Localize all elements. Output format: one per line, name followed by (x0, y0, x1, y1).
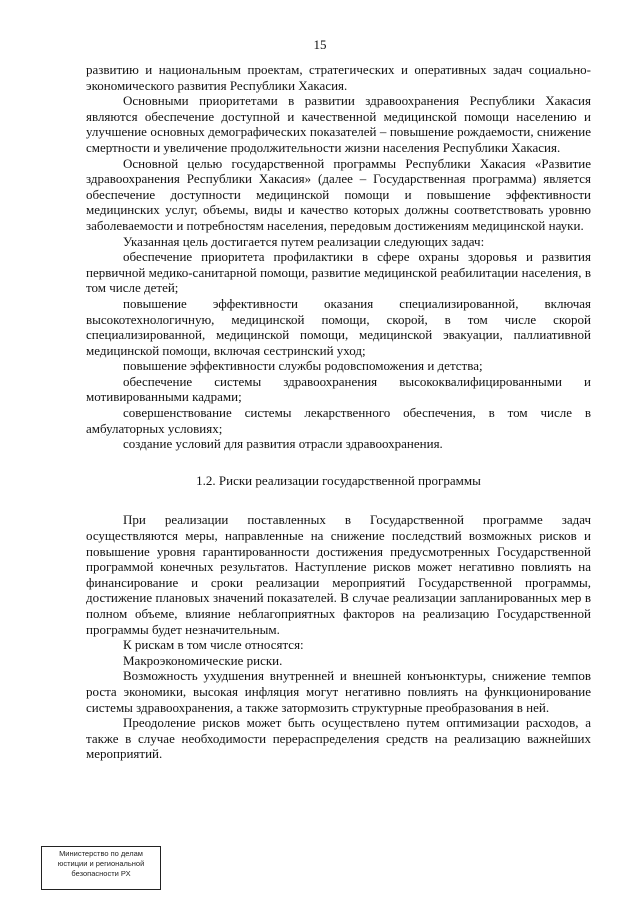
list-item: обеспечение системы здравоохранения высококвалифицированными и мотивированными кадрами; (86, 373, 591, 405)
list-item: повышение эффективности оказания специализированной, включая высокотехнологичную, медицинской помощи, скорой, в том числе скорой специализированной, медицинской помощи, медицинской эвакуации, паллиативной медицинской помощи, включая сестринский уход; (86, 295, 591, 358)
list-item: создание условий для развития отрасли здравоохранения. (123, 436, 443, 452)
stamp-line: безопасности РХ (71, 869, 131, 878)
list-item: обеспечение приоритета профилактики в сфере охраны здоровья и развития первичной медико-санитарной помощи, развитие медицинской реабилитации населения, в том числе детей; (86, 249, 591, 296)
stamp-line: Министерство по делам (59, 849, 143, 858)
stamp-line: юстиции и региональной (57, 859, 145, 868)
paragraph: Возможность ухудшения внутренней и внешней конъюнктуры, снижение темпов роста экономики, высокая инфляция могут негативно повлиять на функционирование системы здравоохранения, а также затормозить структурные преобразования в ней. (86, 668, 591, 715)
page-number: 15 (313, 37, 327, 52)
paragraph: Макроэкономические риски. (123, 652, 283, 668)
paragraph: Основной целью государственной программы Республики Хакасия «Развитие здравоохранения Республики Хакасия» (далее – Государственная программа) является обеспечение доступности медицинской помощи и повышение эффективности медицинских услуг, объемы, виды и качество которых должны соответствовать уровню заболеваемости и потребностям населения, передовым достижениям медицинской науки. (86, 155, 591, 233)
paragraph: К рискам в том числе относятся: (123, 637, 304, 653)
paragraph: Основными приоритетами в развитии здравоохранения Республики Хакасия являются обеспечение доступной и качественной медицинской помощи населению и улучшение основных демографических показателей – повышение рождаемости, снижение смертности и увеличение продолжительности жизни населения Республики Хакасия. (86, 93, 591, 155)
list-item: повышение эффективности службы родовспоможения и детства; (123, 358, 483, 374)
paragraph: Преодоление рисков может быть осуществлено путем оптимизации расходов, а также в случае необходимости перераспределения средств на реализацию важнейших мероприятий. (86, 715, 591, 762)
document-body (86, 62, 591, 762)
paragraph: развитию и национальным проектам, стратегических и оперативных задач социально-экономического развития Республики Хакасия. (86, 62, 591, 93)
list-item: совершенствование системы лекарственного обеспечения, в том числе в амбулаторных условиях; (86, 405, 591, 436)
paragraph: Указанная цель достигается путем реализации следующих задач: (123, 233, 485, 249)
paragraph: При реализации поставленных в Государственной программе задач осуществляются меры, направленные на снижение последствий возможных рисков и повышение уровня гарантированности достижения предусмотренных Государственной программой конечных результатов. Наступление рисков может негативно повлиять на финансирование и сроки реализации мероприятий Государственной программы, достижение плановых значений показателей. В случае реализации запланированных мер в полном объеме, влияние неблагоприятных факторов на реализацию Государственной программы будет незначительным. (86, 512, 591, 637)
section-heading: 1.2. Риски реализации государственной программы (196, 472, 481, 488)
ministry-stamp (41, 846, 161, 890)
